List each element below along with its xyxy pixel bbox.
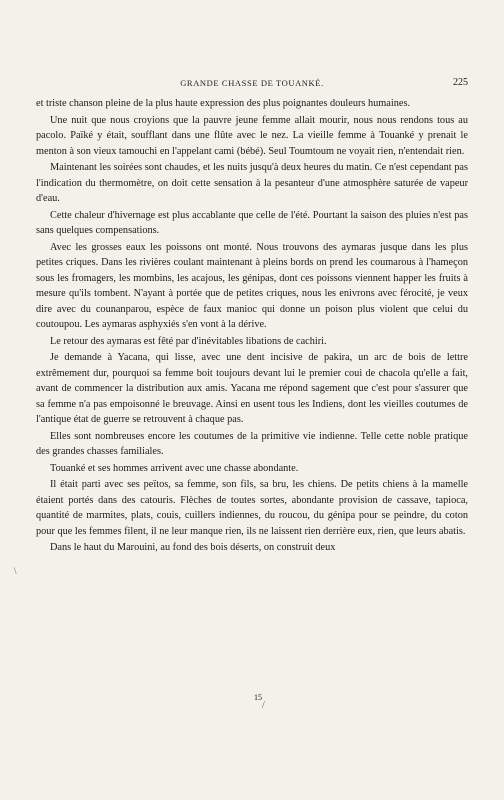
paragraph: Maintenant les soirées sont chaudes, et les nuits jusqu'à deux heures du matin. Ce n'est cependant pas l'indication du thermomètre, on doit cette sensation à la pesanteur d'une atmosphère saturée de vapeur d'eau.: [36, 162, 468, 204]
running-head: [36, 78, 468, 92]
signature-mark: 15: [254, 693, 262, 702]
paragraph: Le retour des aymaras est fêté par d'inévitables libations de cachiri.: [50, 335, 327, 347]
paragraph: Avec les grosses eaux les poissons ont monté. Nous trouvons des aymaras jusque dans les plus petites criques. Dans les rivières coulant maintenant à pleins bords on prend les coumarous à l'hameçon sous les fromagers, les mombins, les acajous, les génipas, dont ces poissons viennent happer les fruits à mesure qu'ils tombent. N'ayant à portée que de petites criques, nous les enivrons avec férocité, je veux dire avec du counanparou, espèce de faux manioc qui donne un poison plus violent que celui du coutoupou. Les aymaras asphyxiés s'en vont à la dérive.: [36, 241, 468, 330]
body-text: [36, 96, 468, 557]
paragraph: Une nuit que nous croyions que la pauvre jeune femme allait mourir, nous nous rendons tous au pacolo. Païké y était, soufflant dans une flûte avec le nez. La vieille femme à Touanké y prenait le menton à son vieux tamouchi en l'appelant cami (bébé). Seul Toumtoum ne voyait rien, n'entendait rien.: [36, 114, 468, 157]
paragraph: Je demande à Yacana, qui lisse, avec une dent incisive de pakira, un arc de bois de lettre extrêmement dur, pourquoi sa femme boit toujours devant lui le premier coui de chacola qu'elle a fait, avant de commencer la distribution aux amis. Yacana me répond sagement que c'est pour s'assurer que sa femme n'a pas empoisonné le breuvage. Ainsi en usent tous les Indiens, dont les vieilles coutumes de l'antique état de guerre se retrouvent à chaque pas.: [36, 352, 468, 425]
paragraph: Elles sont nombreuses encore les coutumes de la primitive vie indienne. Telle cette noble pratique des grandes chasses familiales.: [36, 430, 468, 457]
paragraph: Cette chaleur d'hivernage est plus accablante que celle de l'été. Pourtant la saison des pluies n'est pas sans quelques compensations.: [36, 209, 468, 236]
margin-mark: \: [14, 566, 17, 576]
paragraph: Touanké et ses hommes arrivent avec une chasse abondante.: [50, 462, 299, 474]
paragraph: et triste chanson pleine de la plus haute expression des plus poignantes douleurs humaines.: [36, 98, 411, 109]
paragraph: Dans le haut du Marouini, au fond des bois déserts, on construit deux: [50, 542, 336, 553]
running-title: GRANDE CHASSE DE TOUANKÉ.: [180, 78, 324, 88]
page-number: 225: [453, 77, 468, 88]
paragraph: Il était parti avec ses peïtos, sa femme, son fils, sa bru, les chiens. De petits chiens à la mamelle étaient portés dans des catouris. Flèches de toutes sortes, abondante provision de cassave, tapioca, quantité de marmites, plats, couis, cuillers indiennes, du roucou, du génipa pour se peindre, du coton pour que les femmes filent, il ne leur manque rien, ils ne laissent rien derrière eux, rien, que leurs abatis.: [36, 479, 468, 537]
margin-mark: /: [262, 700, 265, 711]
